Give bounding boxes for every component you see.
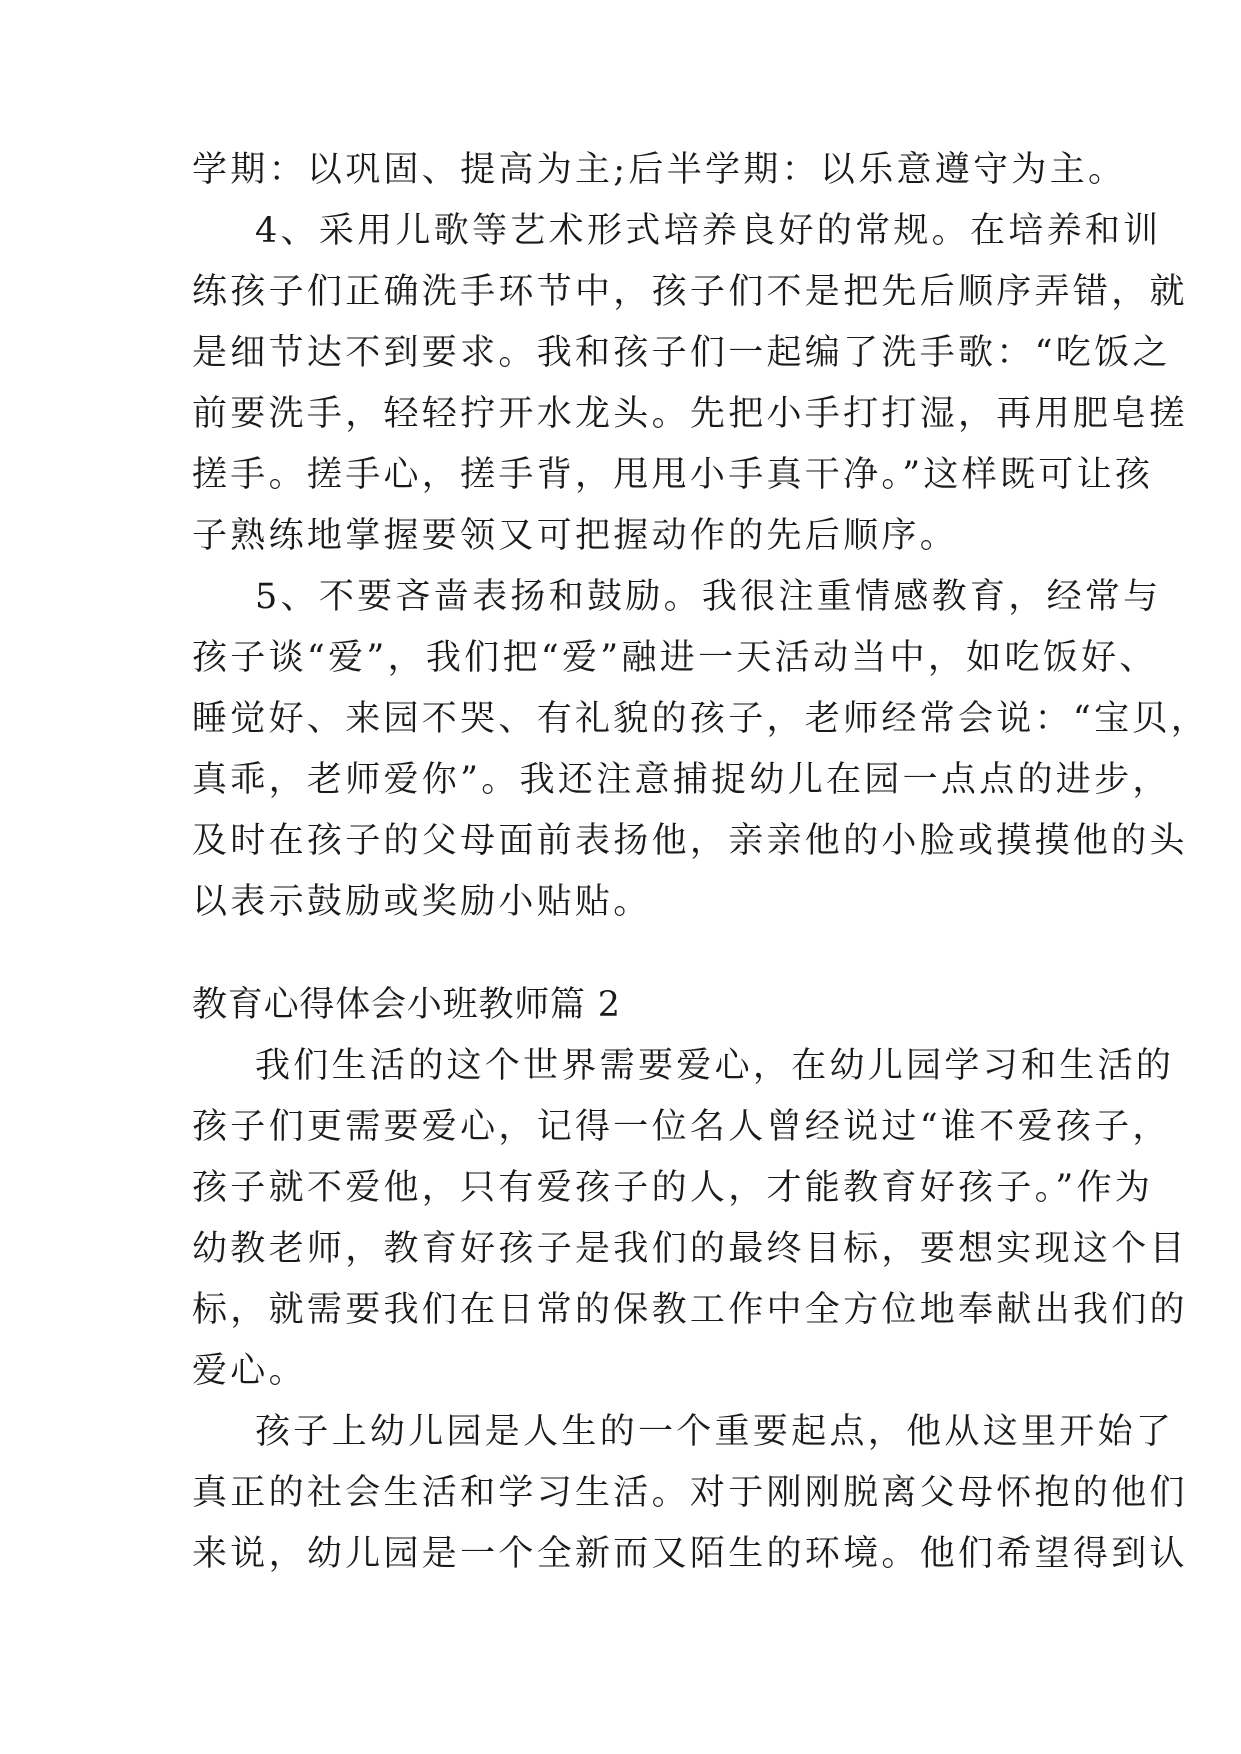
paragraph-line: 孩子们更需要爱心，记得一位名人曾经说过“谁不爱孩子， [192,1107,1171,1147]
paragraph-line: 孩子就不爱他，只有爱孩子的人，才能教育好孩子。”作为 [192,1168,1154,1208]
section-heading: 教育心得体会小班教师篇 2 [192,985,621,1025]
paragraph-line: 子熟练地掌握要领又可把握动作的先后顺序。 [192,516,959,556]
paragraph-line: 学期：以巩固、提高为主;后半学期：以乐意遵守为主。 [192,150,1127,190]
paragraph-line: 是细节达不到要求。我和孩子们一起编了洗手歌：“吃饭之 [192,333,1171,373]
paragraph-line: 睡觉好、来园不哭、有礼貌的孩子，老师经常会说：“宝贝， [192,699,1209,739]
paragraph-line: 爱心。 [192,1351,307,1391]
paragraph-line: 5、不要吝啬表扬和鼓励。我很注重情感教育，经常与 [255,577,1162,617]
paragraph-line: 4、采用儿歌等艺术形式培养良好的常规。在培养和训 [255,211,1162,251]
paragraph-line: 来说，幼儿园是一个全新而又陌生的环境。他们希望得到认 [192,1534,1188,1574]
paragraph-line: 前要洗手，轻轻拧开水龙头。先把小手打打湿，再用肥皂搓 [192,394,1188,434]
paragraph-line: 练孩子们正确洗手环节中，孩子们不是把先后顺序弄错，就 [192,272,1188,312]
paragraph-line: 以表示鼓励或奖励小贴贴。 [192,882,652,922]
paragraph-line: 幼教老师，教育好孩子是我们的最终目标，要想实现这个目 [192,1229,1188,1269]
paragraph-line: 我们生活的这个世界需要爱心，在幼儿园学习和生活的 [255,1046,1175,1086]
paragraph-line: 真乖，老师爱你”。我还注意捕捉幼儿在园一点点的进步， [192,760,1171,800]
paragraph-line: 孩子谈“爱”，我们把“爱”融进一天活动当中，如吃饭好、 [192,638,1158,678]
paragraph-line: 真正的社会生活和学习生活。对于刚刚脱离父母怀抱的他们 [192,1473,1188,1513]
paragraph-line: 孩子上幼儿园是人生的一个重要起点，他从这里开始了 [255,1412,1175,1452]
paragraph-line: 标，就需要我们在日常的保教工作中全方位地奉献出我们的 [192,1290,1188,1330]
paragraph-line: 搓手。搓手心，搓手背，甩甩小手真干净。”这样既可让孩 [192,455,1154,495]
paragraph-line: 及时在孩子的父母面前表扬他，亲亲他的小脸或摸摸他的头 [192,821,1188,861]
